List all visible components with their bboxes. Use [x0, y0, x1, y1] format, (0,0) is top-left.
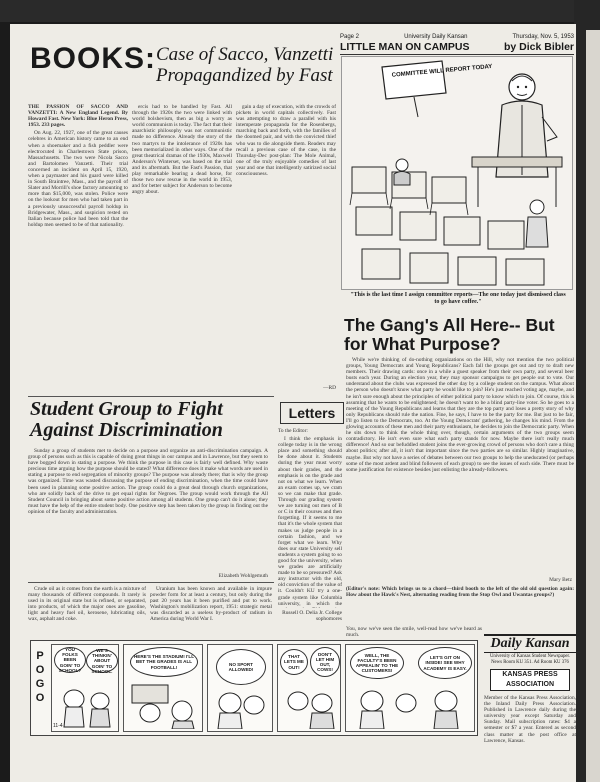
- books-column-2: [132, 104, 232, 394]
- pogo-comic-strip: [30, 640, 478, 736]
- divider-line-2: [28, 582, 274, 583]
- books-column-1: [28, 104, 128, 394]
- adjacent-page-edge: [586, 30, 600, 782]
- letters-greeting: To the Editor:: [278, 428, 308, 434]
- masthead-sub: University of Kansas Student Newspaper. News Room KU 351. Ad Room KU 376: [489, 654, 571, 665]
- page-header: [340, 34, 574, 40]
- masthead-box: [484, 634, 576, 782]
- letters-body: [278, 428, 342, 608]
- uranium-item: [150, 586, 272, 636]
- cartoon-byline: by Dick Bibler: [503, 41, 574, 53]
- letters-note: You, now we've seen the smile, well-read how we've heard as much.: [346, 626, 482, 639]
- gang-editors-note: (Editor's note: Which brings us to a chord—third booth to the left of the old old question again: How about the Hawk's Nest, alternating reading from the Stop Owl and Uwantas groups?): [346, 586, 574, 599]
- books-heading: [30, 38, 340, 98]
- divider-line: [28, 396, 274, 397]
- characters-drawing: [350, 681, 472, 729]
- crude-oil-item: [28, 586, 146, 636]
- gang-headline: The Gang's All Here-- But for What Purpose?: [344, 315, 555, 354]
- gang-signature: Mary Betz: [549, 577, 572, 583]
- books-signature: —RD: [323, 385, 336, 391]
- cartoon-illustration: [341, 56, 573, 290]
- press-association-logo: KANSAS PRESS ASSOCIATION: [490, 669, 570, 691]
- masthead-title: Daily Kansan: [484, 634, 576, 653]
- cartoon-caption: "This is the last time I assign committee reports—The one today just dismissed class to go have coffee.": [350, 292, 566, 305]
- characters-drawing: [212, 685, 270, 729]
- scan-border-right: [574, 0, 600, 782]
- letters-text: I think the emphasis in college today is in the wrong place and something should be done about it. Students during the year must worry about their grades, and the emphasis is on the grade and not on what we learn. When an exam comes up, we cram so we can make that grade. Through our grading system we are turning out men of B or C in their courses and then forgetting. If it seems to me that it's the whole system that makes us judge people in a certain fashion, and we forget what we learn. Why does our state University sell students a system going to so good for the university, when we grades are artificially made to be so pressured? Ask any instructor with the old, old conviction of the value of it. Couldn't KU try a one-grade system like Columbia university, in which the: [278, 436, 342, 607]
- uranium-text: Uranium has been known and available in impure powder form for at least a century, but only during the past 20 years has it been purified and put to work. Washington's mobilization report, 1951: strategic metal was discarded as a useless by-product of radium in America during World War I.: [150, 586, 272, 623]
- cartoon-title: LITTLE MAN ON CAMPUS: [340, 41, 470, 53]
- speech-bubble: THAT LETS ME OUT!: [280, 649, 308, 675]
- pogo-label-text: POGO: [35, 650, 45, 704]
- strip-date: 11-4: [53, 723, 63, 729]
- speech-bubble: HERE'S THE STADIUM! I'LL BET THE GRADES IS ALL FOOTBALL!: [130, 647, 198, 677]
- books-subtitle: Case of Sacco, Vanzetti Propagandized by Fast: [156, 44, 334, 86]
- books-col3-text: gain a day of execution, with the crowds of pickets in world capitals collectively. Fast was attempting to draw a parallel with his intemperate propaganda for the Rosenbergs, marching back and forth, with the families of the doomed pair, and with the convicted thief who was to die alongside them. Readers may recall a previous case of the case, in the Thursday-Dec post-plan: The Mole Animal, one of the truly enjoyable comedies of last year and one that intelligently satirized social consciousness.: [236, 104, 336, 178]
- page-number: Page 2: [340, 34, 360, 40]
- gang-body-text: While we're thinking of do-nothing organizations on the Hill, why not mention the two political groups, Young Democrats and Young Republicans? Each fall the groups get out and try to draft new members. Their drawing cards: once in a while a guest speaker from their own party, and several beer busts each year. During an election year, they may sponsor campaigns to get people out to vote. Our understand about the clubs was expressed the other day by a college student on the campus. What about the person who doesn't know what party he would like to join? He's just reached voting age, maybe, and he isn't sure enough about the principles of either political party to know which to join. Of course, this is assuming that he wants to be enlightened; he doesn't want to be a blind party-line voter. So he goes to a meeting of the Young Republicans and learns that they are the top party and loses a pretty story of why only Republicans should rule the nation. Fine, he says, I have to be the party for me. But just to be fair, I'll go listen to the Democrats, too. At the Young Democrats' gathering, he changes his mind. From the glowing accounts of these men and their party enthusiasm, he decides to join the Democratic party. When he sits down to think the whole thing over, though, certain arguments of the two groups seem contradictory. He isn't even sure what each party stands for now. Maybe there isn't really much difference! And so our befuddled student joins the ever-growing crowd of persons who don't care a thing about politics; after all, it isn't that important since the two parties are so similar. Highly imaginative, maybe. But why not have a series of debates between our two groups to help the uneducated (or perhaps some of the most ardent and blind followers of each group) to see the issues of each side. There must be some justification for existence besides just enlisting the already-followers.: [346, 357, 574, 473]
- books-title: BOOKS:: [30, 42, 156, 75]
- letters-signature: Russell O. Delia Jr. College sophomores: [282, 610, 342, 623]
- letters-heading: Letters: [280, 402, 344, 424]
- books-lead: THE PASSION OF SACCO AND VANZETTI: A New England Legend. By Howard Fast. New York: Blue Heron Press, 1953. 233 pages.: [28, 104, 128, 129]
- characters-drawing: [58, 679, 116, 729]
- characters-drawing: [282, 681, 338, 729]
- pogo-panel-2: [123, 644, 203, 732]
- student-body: [28, 448, 268, 572]
- speech-bubble: WELL, THE FACULTY'S BEEN APPEALIN' TO THE CUSTOMERS!: [350, 647, 404, 679]
- speech-bubble: YOU FOLKS BEEN GOIN' TO SCHOOL?: [54, 647, 86, 673]
- pogo-panel-1: [51, 644, 119, 732]
- books-column-3: [236, 104, 336, 386]
- characters-drawing: [130, 681, 200, 729]
- speech-bubble: NO SPORT ALLOWED!: [216, 649, 266, 685]
- classroom-drawing: [342, 57, 572, 289]
- paper-name: University Daily Kansan: [404, 34, 468, 40]
- student-body-text: Sunday a group of students met to decide on a purpose and organize an anti-discrimination campaign. A group of persons such as this is capable of doing great things in our campus and in Lawrence, but they seem to have bogged down in stating a purpose. We think the purpose in this case is fairly well defined. Why waste precious time arguing how the purpose should be stated? What difference does it make what words are used in stating a purpose to end segregation of minority groups? The purpose was already there; that is why the group was organized. Time was wasted discussing the purpose of ending discrimination, when the time could have been used in planning some positive action. The group could do a great deal through church organizations, who are solidly back of the drive to get equal rights for Negroes. The group would work through the All Student Council in bringing about some positive action among all students. One group can't do it alone; they must have the help of the entire student body. One positive step has been taken by the group in finding out the opinion of the faculty and administration.: [28, 448, 268, 515]
- masthead-info: Member of the Kansas Press Association, the Inland Daily Press Association. Published in Lawrence daily during the university year except Saturday and Sunday. Mail subscription rates: $4 a semester or $7 a year. Entered as second class matter at the post office at Lawrence, Kansas.: [484, 695, 576, 744]
- speech-bubble: LET'S GIT ON INSIDE! SEE WHY ACADEMY IS EASY.: [418, 647, 472, 679]
- books-col1-text: On Aug. 22, 1927, one of the great causes celebres in American history came to an end when a shoemaker and a fish peddler were electrocuted in Charlestown State prison, Massachusetts. The two were Nicola Sacco and Bartolomeo Vanzetti. Their trial concerned an incident on April 15, 1920, when a paymaster and his guard were killed in South Braintree, Mass., and the payroll of Slater and Morrill's shoe factory amounting to more than $15,000, was stolen. Police were on the lookout for men who had taken part in a previously unsuccessful payroll holdup in Bridgewater, Mass., and suspicion rested on Italian because police had been told that the holdup men seemed to be of that nationality.: [28, 130, 128, 228]
- gang-body: [346, 357, 574, 577]
- speech-bubble: WE'S THINKIN' ABOUT GOIN' TO SCHOOL.: [86, 649, 118, 673]
- sign-text: COMMITTEE WILL REPORT TODAY: [391, 63, 493, 79]
- student-signature: Elizabeth Wohlgemuth: [218, 573, 268, 579]
- scan-border-top: [0, 0, 600, 22]
- cartoon-header: [340, 41, 574, 55]
- newspaper-page: [10, 24, 576, 782]
- crude-oil-text: Crude oil as it comes from the earth is a mixture of many thousands of different compounds. It rarely is used in its original state but is refined, or separated, into products, of which the major ones are gasoline, light and heavy fuel oil, kerosene, lubricating oils, wax, asphalt and coke.: [28, 586, 146, 623]
- issue-date: Thursday, Nov. 5, 1953: [512, 34, 574, 40]
- pogo-panel-3: [207, 644, 273, 732]
- pogo-label: [33, 649, 47, 705]
- books-col2-text: ercis had to be handled by Fast. All through the 1920s the two were linked with world bolshevism, then as big a worry as world communism is today. The fact that their anarchistic philosophy was not communistic made no difference. Already the story of the two martyrs to the intolerance of 1920s has been memorialized in other ways. One of the great theatrical dramas of the 1930s, Maxwell Anderson's Winterset, was based on the trial and its aftermath. But the Fast's Passion, that play remarkable bearing a dead horse, for those two now rescue in the world in 1953, and for better subject for Anderson to become angry about.: [132, 104, 232, 196]
- student-headline: Student Group to Fight Against Discrimination: [30, 398, 223, 441]
- pogo-panel-4: [277, 644, 341, 732]
- pogo-panel-5: [345, 644, 475, 732]
- speech-bubble: DON'T LET HIM OUT, COWS!: [310, 647, 340, 677]
